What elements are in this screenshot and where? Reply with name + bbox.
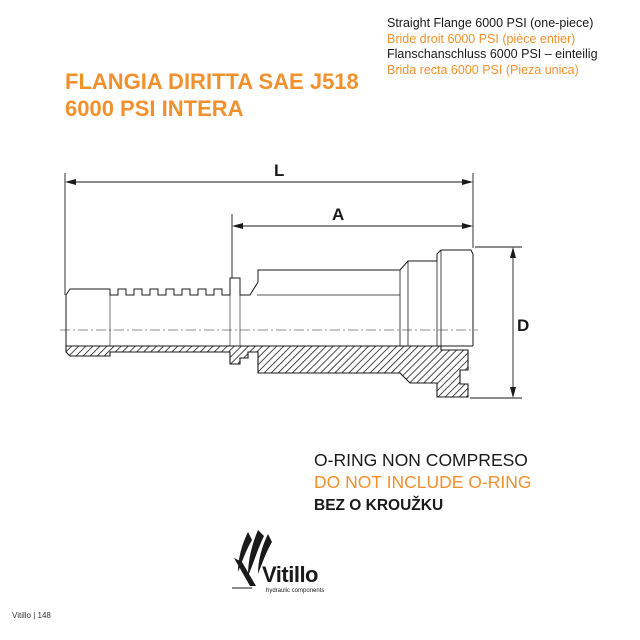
- note-en: DO NOT INCLUDE O-RING: [314, 472, 532, 492]
- note-it: O-RING NON COMPRESO: [314, 450, 528, 470]
- fitting-section: [66, 346, 473, 397]
- dimension-D: [470, 247, 529, 398]
- page-title-line1: FLANGIA DIRITTA SAE J518: [65, 69, 359, 94]
- logo-wordmark: Vitillo: [262, 562, 318, 587]
- fitting-outline: [60, 250, 478, 346]
- dimension-A-label: A: [332, 205, 345, 224]
- title-fr: Bride droit 6000 PSI (pièce entier): [387, 31, 576, 46]
- technical-drawing: [0, 150, 640, 410]
- page-title-line2: 6000 PSI INTERA: [65, 96, 244, 121]
- dimension-L: [65, 161, 473, 295]
- note-cz: BEZ O KROUŽKU: [314, 497, 444, 514]
- page-footer: Vitillo | 148: [12, 611, 51, 620]
- title-en: Straight Flange 6000 PSI (one-piece): [387, 16, 594, 30]
- title-es: Brida recta 6000 PSI (Pieza unica): [387, 62, 579, 77]
- dimension-D-label: D: [517, 316, 530, 335]
- o-ring-notes: [314, 449, 531, 517]
- vitillo-logo: [228, 528, 358, 598]
- logo-tagline: hydraulic components: [266, 588, 325, 594]
- page-title: [65, 68, 359, 122]
- multilingual-titles: [387, 16, 598, 78]
- dimension-L-label: L: [274, 161, 285, 180]
- title-de: Flanschanschluss 6000 PSI – einteilig: [387, 47, 598, 61]
